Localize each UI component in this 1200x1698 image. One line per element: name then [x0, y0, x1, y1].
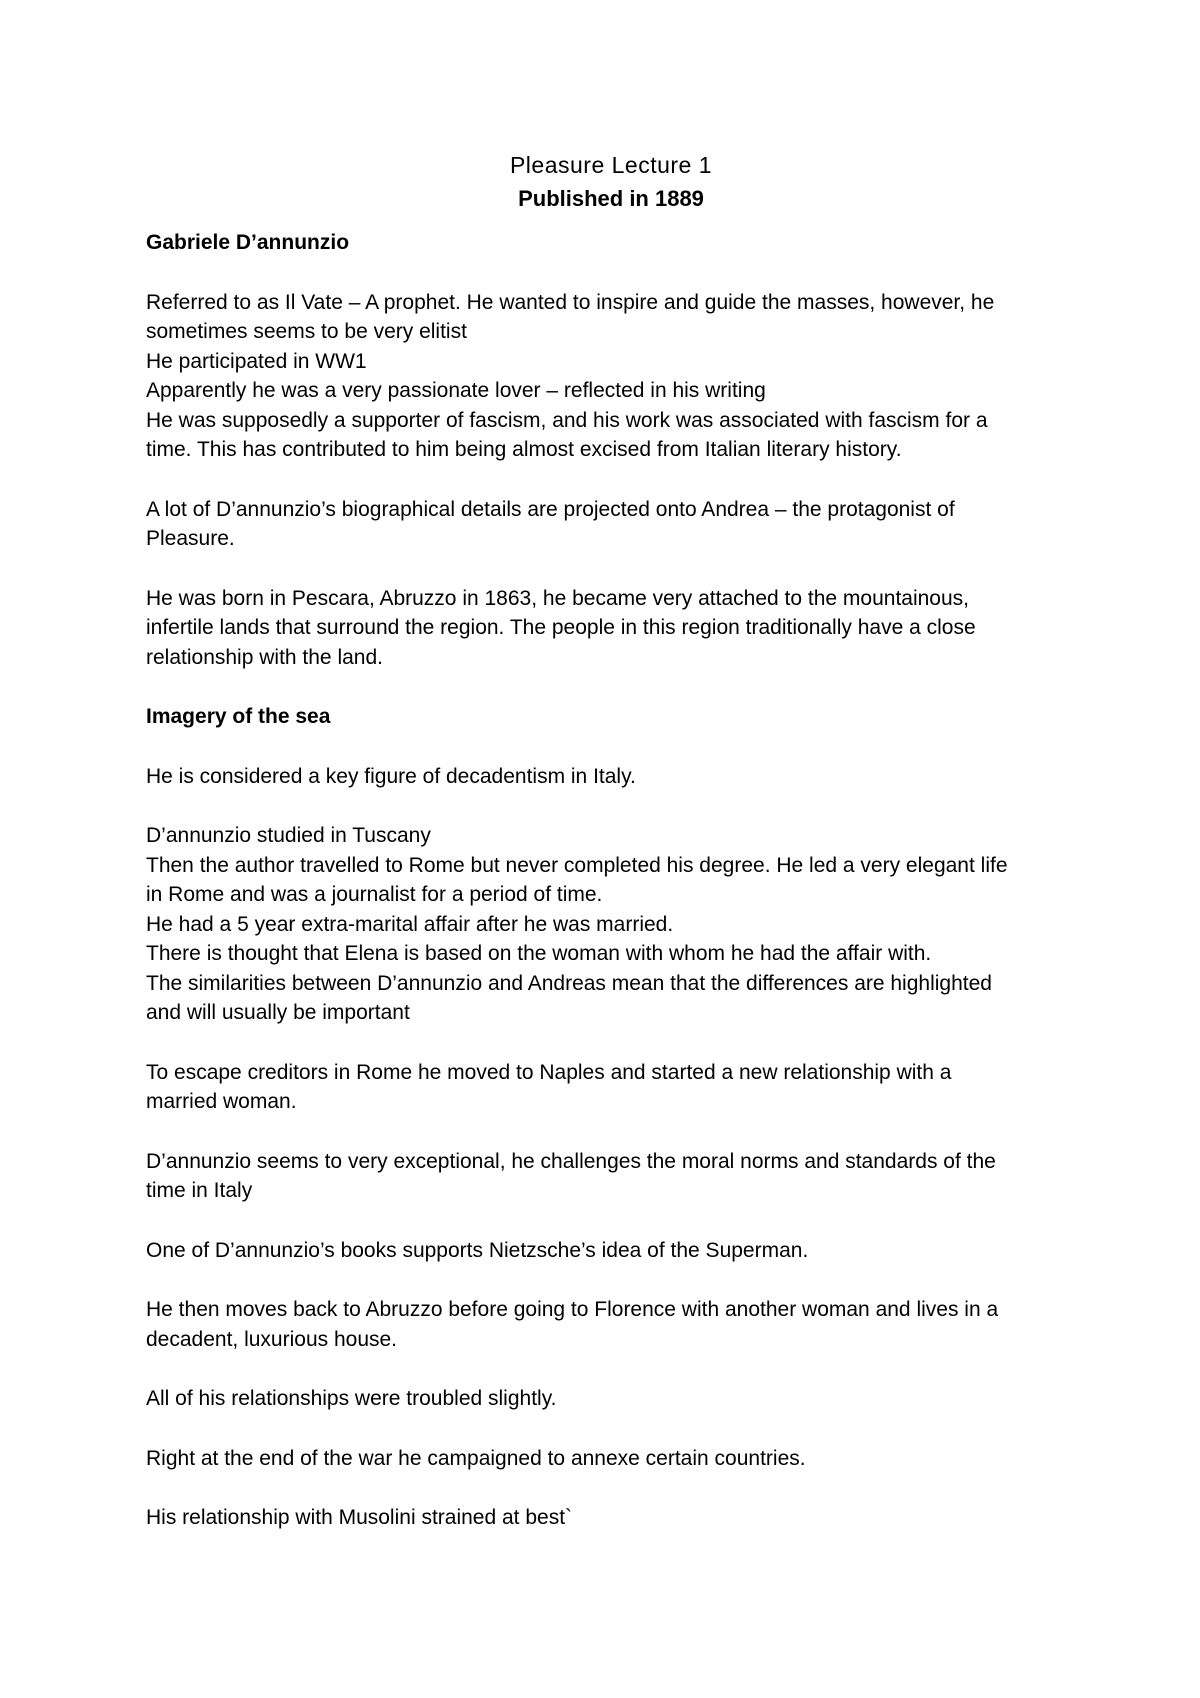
paragraph-line: Right at the end of the war he campaigned to annexe certain countries.	[146, 1446, 806, 1470]
document-title: Pleasure Lecture 1	[509, 152, 713, 178]
paragraph-line: time in Italy	[146, 1179, 253, 1202]
paragraph-10	[146, 1384, 1076, 1414]
paragraph-line: A lot of D’annunzio’s biographical details are projected onto Andrea – the protagonist of	[146, 497, 955, 521]
paragraph-line: relationship with the land.	[146, 645, 383, 669]
paragraph-12	[146, 1503, 1076, 1533]
paragraph-line: One of D’annunzio’s books supports Nietzsche’s idea of the Superman.	[146, 1238, 809, 1262]
paragraph-line: in Rome and was a journalist for a period of time.	[146, 883, 603, 906]
paragraph-line: infertile lands that surround the region. The people in this region traditionally have a close	[146, 616, 976, 639]
paragraph-1	[146, 288, 1076, 465]
document-subtitle: Published in 1889	[518, 186, 704, 211]
paragraph-line: He participated in WW1	[146, 349, 367, 373]
paragraph-line: and will usually be important	[146, 1001, 410, 1024]
paragraph-line: He is considered a key figure of decadentism in Italy.	[146, 764, 636, 788]
paragraph-2	[146, 495, 1076, 554]
paragraph-line: decadent, luxurious house.	[146, 1327, 398, 1351]
imagery-heading: Imagery of the sea	[146, 705, 331, 728]
paragraph-8	[146, 1236, 1076, 1266]
paragraph-line: sometimes seems to be very elitist	[146, 320, 467, 343]
paragraph-line: There is thought that Elena is based on the woman with whom he had the affair with.	[146, 942, 932, 965]
paragraph-7	[146, 1147, 1076, 1206]
paragraph-line: He had a 5 year extra-marital affair after he was married.	[146, 912, 674, 936]
paragraph-line: To escape creditors in Rome he moved to Naples and started a new relationship with a	[146, 1060, 952, 1084]
paragraph-line: Apparently he was a very passionate lover – reflected in his writing	[146, 379, 766, 402]
paragraph-line: Then the author travelled to Rome but never completed his degree. He led a very elegant life	[146, 853, 1008, 877]
paragraph-line: The similarities between D’annunzio and Andreas mean that the differences are highlighted	[146, 971, 992, 995]
paragraph-4	[146, 762, 1076, 792]
paragraph-line: time. This has contributed to him being almost excised from Italian literary history.	[146, 438, 902, 461]
paragraph-line: Pleasure.	[146, 527, 235, 550]
document-body	[146, 148, 1076, 1533]
paragraph-11	[146, 1444, 1076, 1474]
paragraph-line: His relationship with Musolini strained at best`	[146, 1506, 573, 1529]
paragraph-line: married woman.	[146, 1090, 297, 1113]
paragraph-line: All of his relationships were troubled slightly.	[146, 1387, 557, 1410]
paragraph-3	[146, 584, 1076, 673]
paragraph-line: D’annunzio studied in Tuscany	[146, 824, 431, 847]
author-heading: Gabriele D’annunzio	[146, 231, 350, 254]
paragraph-line: He then moves back to Abruzzo before going to Florence with another woman and lives in a	[146, 1298, 999, 1321]
paragraph-6	[146, 1058, 1076, 1117]
paragraph-9	[146, 1295, 1076, 1354]
paragraph-5	[146, 821, 1076, 1028]
paragraph-line: Referred to as Il Vate – A prophet. He wanted to inspire and guide the masses, however, he	[146, 290, 995, 314]
paragraph-line: D’annunzio seems to very exceptional, he challenges the moral norms and standards of the	[146, 1149, 996, 1173]
paragraph-line: He was born in Pescara, Abruzzo in 1863, he became very attached to the mountainous,	[146, 586, 969, 610]
paragraph-line: He was supposedly a supporter of fascism, and his work was associated with fascism for a	[146, 408, 988, 432]
